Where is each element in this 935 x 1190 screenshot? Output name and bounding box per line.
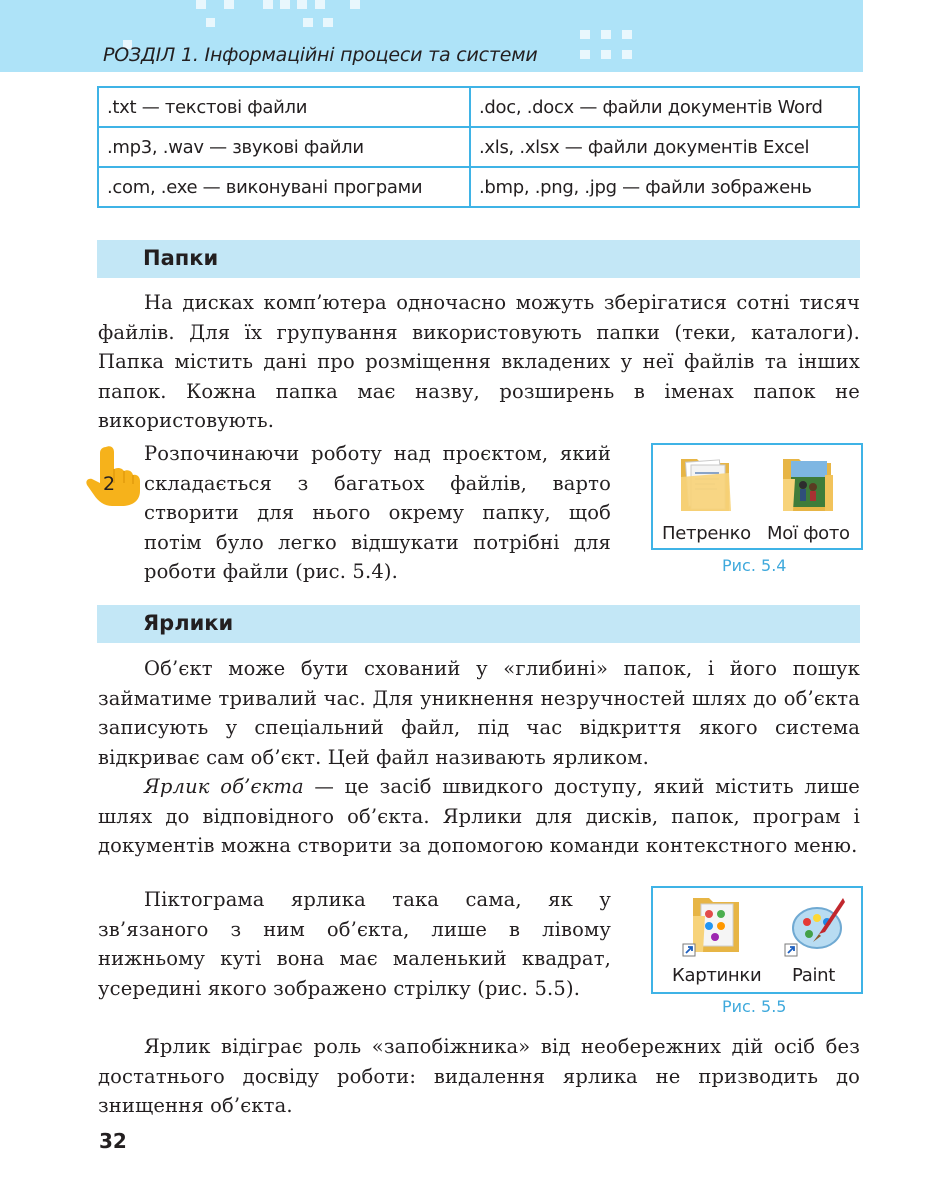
paragraph-text: Піктограма ярлика така сама, як у зв’язаного з ним об’єкта, лише в лівому нижньому куті вона має маленький квадрат, усередині якого зображено стрілку (рис. 5.5). <box>98 888 611 1000</box>
paragraph <box>98 772 860 861</box>
tip-number: 2 <box>103 473 116 495</box>
table-row <box>98 127 859 167</box>
paragraph <box>98 885 611 1003</box>
paragraph-text: Ярлик відіграє роль «запобіжника» від необережних дій осіб без достатнього досвіду роботи: видалення ярлика не призводить до знищення об’єкта. <box>98 1035 860 1117</box>
chapter-title: РОЗДІЛ 1. Інформаційні процеси та системи <box>103 44 538 66</box>
decor-square <box>350 0 360 9</box>
folder-label: Мої фото <box>767 523 850 544</box>
decor-square <box>263 0 273 9</box>
decor-square <box>580 50 590 59</box>
shortcut-label: Paint <box>792 965 836 986</box>
table-row <box>98 87 859 127</box>
paragraph <box>144 439 611 587</box>
pictures-folder-shortcut-icon[interactable] <box>681 894 745 960</box>
section-heading-folders <box>97 240 860 278</box>
decor-square <box>323 18 333 27</box>
decor-square <box>303 18 313 27</box>
shortcut-label: Картинки <box>672 965 762 986</box>
page-number: 32 <box>99 1129 127 1153</box>
figure-caption: Рис. 5.4 <box>722 556 787 575</box>
decor-square <box>206 18 215 27</box>
photo-folder-icon[interactable] <box>781 453 835 515</box>
section-heading-shortcuts <box>97 605 860 643</box>
file-extensions-table <box>97 86 860 208</box>
table-cell: .xls, .xlsx — файли документів Excel <box>470 127 859 167</box>
table-cell: .bmp, .png, .jpg — файли зображень <box>470 167 859 207</box>
term-emphasis: Ярлик об’єкта <box>144 775 304 798</box>
folder-icon[interactable] <box>679 453 733 515</box>
paragraph-text: — це засіб швидкого доступу, який містить лише шлях до відповідного об’єкта. Ярлики для дисків, папок, програм і документів можна створити за допомогою команди контекстного меню. <box>98 775 860 857</box>
table-cell: .txt — текстові файли <box>98 87 470 127</box>
paragraph <box>98 654 860 772</box>
decor-square <box>297 0 307 9</box>
decor-square <box>280 0 290 9</box>
paint-shortcut-icon[interactable] <box>783 894 847 960</box>
table-cell: .com, .exe — виконувані програми <box>98 167 470 207</box>
paragraph-text: Розпочинаючи роботу над проєктом, який складається з багатьох файлів, варто створити для нього окрему папку, щоб потім було легко відшукати потрібні для роботи файли (рис. 5.4). <box>144 442 611 583</box>
figure-5-5 <box>651 886 863 994</box>
figure-caption: Рис. 5.5 <box>722 997 787 1016</box>
decor-square <box>622 30 632 39</box>
decor-square <box>224 0 234 9</box>
folder-label: Петренко <box>662 523 751 544</box>
table-row <box>98 167 859 207</box>
paragraph-text: Об’єкт може бути схований у «глибині» папок, і його пошук займатиме тривалий час. Для уникнення незручностей шлях до об’єкта записують у спеціальний файл, під час відкриття якого система відкриває сам об’єкт. Цей файл називають ярликом. <box>98 657 860 769</box>
paragraph <box>98 1032 860 1121</box>
section-title: Папки <box>143 246 219 270</box>
decor-square <box>622 50 632 59</box>
decor-square <box>196 0 206 9</box>
paragraph <box>98 288 860 436</box>
section-title: Ярлики <box>143 611 234 635</box>
decor-square <box>601 30 611 39</box>
table-cell: .mp3, .wav — звукові файли <box>98 127 470 167</box>
decor-square <box>580 30 590 39</box>
decor-square <box>315 0 325 9</box>
paragraph-text: На дисках комп’ютера одночасно можуть зберігатися сотні тисяч файлів. Для їх групування використовують папки (теки, каталоги). Папка містить дані про розміщення вкладених у неї файлів та інших папок. Кожна папка має назву, розширень в іменах папок не використовують. <box>98 291 860 432</box>
decor-square <box>601 50 611 59</box>
figure-5-4 <box>651 443 863 550</box>
table-cell: .doc, .docx — файли документів Word <box>470 87 859 127</box>
